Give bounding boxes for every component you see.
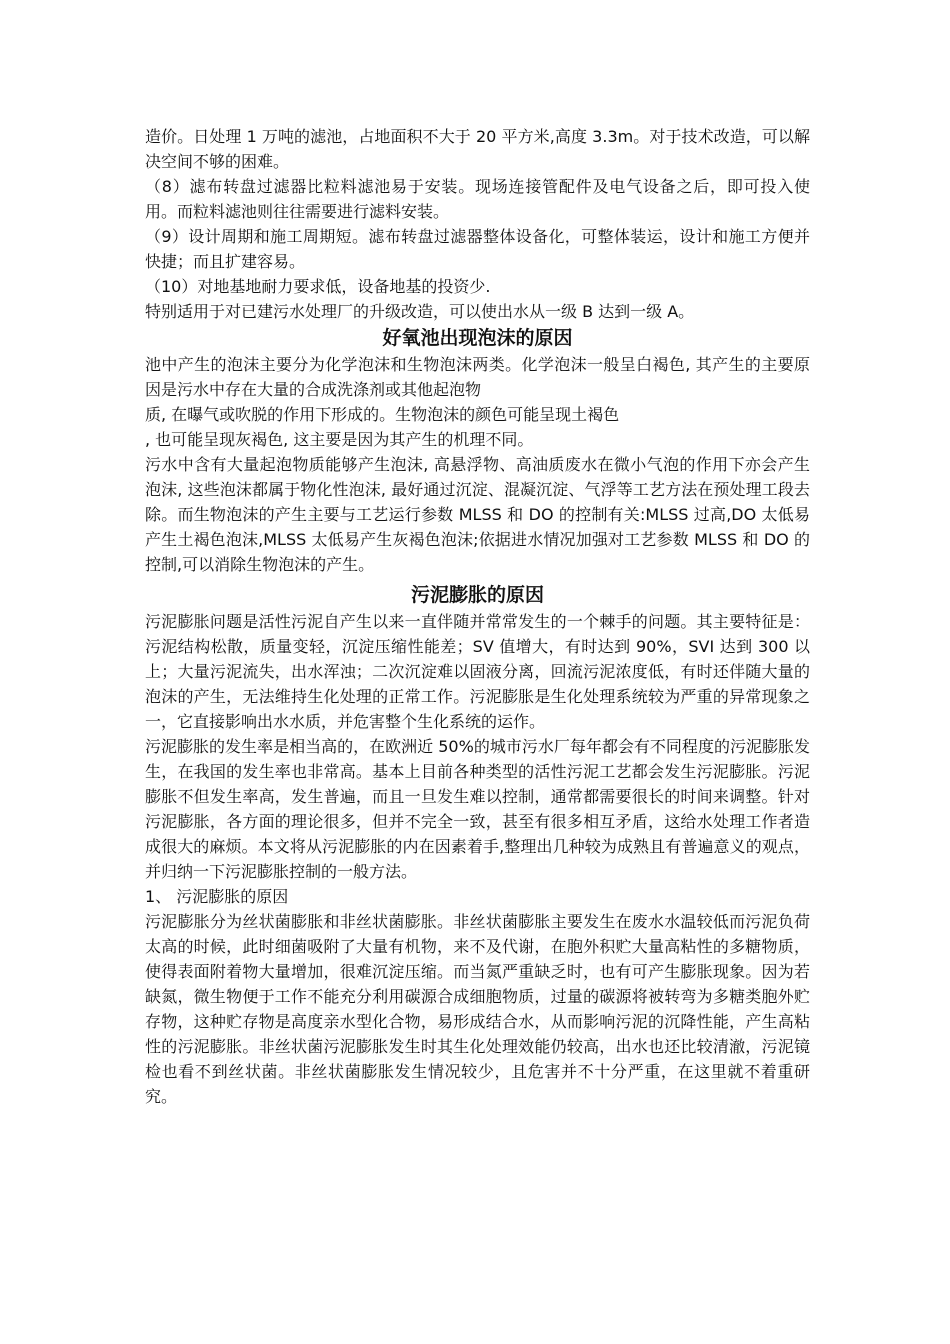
bulking-section-heading: 污泥膨胀的原因 — [410, 584, 544, 606]
foam-paragraph-3: , 也可能呈现灰褐色, 这主要是因为其产生的机理不同。 — [145, 430, 534, 449]
foam-paragraph-2: 质, 在曝气或吹脱的作用下形成的。生物泡沫的颜色可能呈现土褐色 — [145, 405, 620, 424]
intro-paragraph-5: 特别适用于对已建污水处理厂的升级改造，可以使出水从一级 B 达到一级 A。 — [145, 302, 695, 321]
bulking-subheading: 1、 污泥膨胀的原因 — [145, 887, 289, 906]
intro-paragraph-1: 造价。日处理 1 万吨的滤池，占地面积不大于 20 平方米,高度 3.3m。对于技术改造，可以解决空间不够的困难。 — [145, 127, 810, 171]
bulking-paragraph-1: 污泥膨胀问题是活性污泥自产生以来一直伴随并常常发生的一个棘手的问题。其主要特征是：污泥结构松散，质量变轻，沉淀压缩性能差；SV 值增大，有时达到 90%，SVI 达到 300 以上；大量污泥流失，出水浑浊；二次沉淀难以固液分离，回流污泥浓度低，有时还伴随大量的泡沫的产生，无法维持生化处理的正常工作。污泥膨胀是生化处理系统较为严重的异常现象之一，它直接影响出水水质，并危害整个生化系统的运作。 — [145, 612, 810, 731]
foam-section-heading: 好氧池出现泡沫的原因 — [382, 327, 573, 349]
intro-paragraph-3: （9）设计周期和施工周期短。滤布转盘过滤器整体设备化，可整体装运，设计和施工方便并快捷；而且扩建容易。 — [145, 227, 810, 271]
foam-paragraph-1: 池中产生的泡沫主要分为化学泡沫和生物泡沫两类。化学泡沫一般呈白褐色, 其产生的主要原因是污水中存在大量的合成洗涤剂或其他起泡物 — [145, 355, 810, 399]
foam-paragraph-4: 污水中含有大量起泡物质能够产生泡沫, 高悬浮物、高油质废水在微小气泡的作用下亦会产生泡沫, 这些泡沫都属于物化性泡沫, 最好通过沉淀、混凝沉淀、气浮等工艺方法在预处理工段去除。而生物泡沫的产生主要与工艺运行参数 MLSS 和 DO 的控制有关:MLSS 过高,DO 太低易产生土褐色泡沫,MLSS 太低易产生灰褐色泡沫;依据进水情况加强对工艺参数 MLSS 和 DO 的控制,可以消除生物泡沫的产生。 — [145, 455, 810, 574]
intro-paragraph-4: （10）对地基地耐力要求低，设备地基的投资少. — [145, 277, 491, 296]
intro-paragraph-2: （8）滤布转盘过滤器比粒料滤池易于安装。现场连接管配件及电气设备之后，即可投入使用。而粒料滤池则往往需要进行滤料安装。 — [145, 177, 810, 221]
bulking-paragraph-2: 污泥膨胀的发生率是相当高的，在欧洲近 50%的城市污水厂每年都会有不同程度的污泥膨胀发生，在我国的发生率也非常高。基本上目前各种类型的活性污泥工艺都会发生污泥膨胀。污泥膨胀不但发生率高，发生普遍，而且一旦发生难以控制，通常都需要很长的时间来调整。针对污泥膨胀，各方面的理论很多，但并不完全一致，甚至有很多相互矛盾，这给水处理工作者造成很大的麻烦。本文将从污泥膨胀的内在因素着手,整理出几种较为成熟且有普遍意义的观点，并归纳一下污泥膨胀控制的一般方法。 — [145, 737, 810, 881]
document-page — [145, 124, 810, 1109]
bulking-paragraph-3: 污泥膨胀分为丝状菌膨胀和非丝状菌膨胀。非丝状菌膨胀主要发生在废水水温较低而污泥负荷太高的时候，此时细菌吸附了大量有机物，来不及代谢，在胞外积贮大量高粘性的多糖物质，使得表面附着物大量增加，很难沉淀压缩。而当氮严重缺乏时，也有可产生膨胀现象。因为若缺氮，微生物便于工作不能充分利用碳源合成细胞物质，过量的碳源将被转弯为多糖类胞外贮存物，这种贮存物是高度亲水型化合物，易形成结合水，从而影响污泥的沉降性能，产生高粘性的污泥膨胀。非丝状菌污泥膨胀发生时其生化处理效能仍较高，出水也还比较清澈，污泥镜检也看不到丝状菌。非丝状菌膨胀发生情况较少，且危害并不十分严重，在这里就不着重研究。 — [145, 912, 810, 1106]
